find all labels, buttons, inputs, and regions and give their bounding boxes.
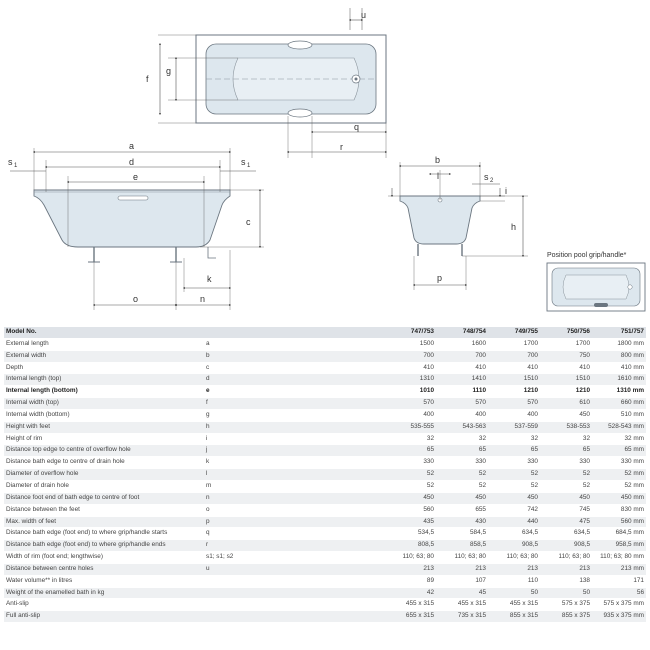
row-value: 735 x 315 [457,612,486,620]
table-row [4,480,646,492]
row-value: 655 [475,505,486,513]
row-label: Weight of the enamelled bath in kg [6,588,105,596]
row-symbol: l [206,470,208,478]
row-value: 110; 63; 80 mm [600,553,644,561]
row-value: 410 [475,363,486,371]
row-value: 410 [527,363,538,371]
row-value: 684,5 mm [615,529,644,537]
dim-label-s1-left: s [8,157,13,167]
row-value: 52 [426,481,434,489]
row-label: Depth [6,363,24,371]
table-row [4,540,646,552]
row-label: Max. width of feet [6,517,57,525]
dim-label-i: i [505,186,507,196]
row-value: 655 x 315 [405,612,434,620]
row-symbol [204,599,384,611]
end-view [388,155,528,290]
table-row [4,433,646,445]
row-value: 560 [423,505,434,513]
row-value: 534,5 [418,529,434,537]
row-value: 110; 63; 80 [558,553,590,561]
row-value: 800 mm [620,351,644,359]
row-value: 32 [478,434,486,442]
row-value: 138 [579,576,590,584]
row-value: 430 [475,517,486,525]
row-symbol: b [206,351,210,359]
row-label: Anti-slip [6,600,29,608]
row-value: 535-555 [410,422,434,430]
row-value: 65 mm [624,446,644,454]
row-value: 65 [530,446,538,454]
row-symbol: e [206,387,210,395]
dim-label-h: h [511,222,517,232]
grip-position-caption: Position pool grip/handle* [547,252,627,259]
table-row [4,421,646,433]
row-label: Internal length (bottom) [6,387,78,395]
row-value: 50 [530,588,538,596]
row-value: 440 [527,517,538,525]
row-value: 400 [527,410,538,418]
dim-label-g: g [166,66,172,76]
row-value: 538-553 [566,422,590,430]
row-label: Height of rim [6,434,43,442]
row-value: 858,5 [470,541,486,549]
dim-label-e: e [133,172,139,182]
row-value: 570 [475,399,486,407]
row-value: 700 [475,351,486,359]
row-value: 213 mm [620,564,644,572]
row-value: 634,5 [574,529,590,537]
row-label: Internal width (top) [6,399,59,407]
row-value: 537-559 [514,422,538,430]
row-value: 1800 mm [617,339,644,347]
row-symbol: r [206,541,209,549]
row-value: 1010 [419,387,434,395]
header-model-no: Model No. [6,328,37,335]
row-label: External length [6,339,49,347]
table-row [4,575,646,587]
row-label: Diameter of overflow hole [6,470,79,478]
dim-label-p: p [437,273,443,283]
row-value: 510 mm [620,410,644,418]
row-value: 330 [475,458,486,466]
table-row [4,469,646,481]
row-value: 52 mm [624,481,644,489]
row-symbol: o [206,505,210,513]
top-view-grip-bottom [288,109,312,117]
row-value: 543-563 [462,422,486,430]
row-value: 908,5 [574,541,590,549]
row-value: 410 [579,363,590,371]
row-value: 450 [527,493,538,501]
row-value: 610 [579,399,590,407]
header-model-3: 749/755 [514,328,538,335]
table-row [4,492,646,504]
row-symbol: k [206,458,210,466]
row-value: 830 mm [620,505,644,513]
table-header-row [4,327,646,338]
row-symbol: m [206,481,212,489]
row-symbol: j [206,446,208,454]
row-value: 700 [527,351,538,359]
row-value: 455 x 315 [405,600,434,608]
row-symbol: h [206,422,210,430]
row-value: 935 x 375 mm [603,612,644,620]
row-label: Full anti-slip [6,612,41,620]
row-value: 110; 63; 80 [454,553,486,561]
row-label: Width of rim (foot end; lengthwise) [6,553,103,561]
row-label: Distance between the feet [6,505,80,513]
row-value: 575 x 375 mm [603,600,644,608]
row-value: 52 [582,470,590,478]
row-value: 700 [423,351,434,359]
row-value: 52 [426,470,434,478]
dim-label-s2-sub: 2 [490,178,494,184]
row-symbol: u [206,564,210,572]
row-value: 32 mm [624,434,644,442]
row-value: 171 [633,576,644,584]
row-value: 32 [530,434,538,442]
row-label: Distance foot end of bath edge to centre of foot [6,493,140,501]
table-row [4,445,646,457]
row-label: Diameter of drain hole [6,481,69,489]
row-symbol [204,575,384,587]
row-symbol [204,611,384,623]
row-value: 1210 [523,387,538,395]
dim-label-k: k [207,274,212,284]
row-value: 750 [579,351,590,359]
row-value: 330 [423,458,434,466]
row-label: Internal width (bottom) [6,410,70,418]
row-value: 745 [579,505,590,513]
row-value: 45 [478,588,486,596]
row-value: 1510 [575,375,590,383]
table-row [4,599,646,611]
row-symbol: i [206,434,208,442]
end-view-body [400,196,480,244]
row-value: 32 [426,434,434,442]
row-value: 52 [478,470,486,478]
row-symbol: a [206,339,210,347]
table-row [4,611,646,623]
row-value: 52 mm [624,470,644,478]
header-model-4: 750/756 [566,328,590,335]
row-value: 1700 [523,339,538,347]
dim-label-b: b [435,155,441,165]
row-value: 1110 [472,387,486,395]
row-value: 575 x 375 [561,600,590,608]
table-row [4,386,646,398]
row-value: 958,5 mm [615,541,644,549]
table-row [4,552,646,564]
grip-position-inset [547,252,645,311]
row-value: 450 [579,410,590,418]
row-value: 410 [423,363,434,371]
row-value: 400 [423,410,434,418]
side-view-grip [118,196,148,200]
row-value: 435 [423,517,434,525]
row-label: Internal length (top) [6,375,62,383]
header-model-1: 747/753 [410,328,434,335]
row-value: 107 [475,576,486,584]
header-model-5: 751/757 [620,328,644,335]
row-value: 450 [579,493,590,501]
row-value: 455 x 315 [509,600,538,608]
dim-label-s2: s [484,172,489,182]
row-value: 1700 [575,339,590,347]
row-value: 213 [579,564,590,572]
row-label: External width [6,351,47,359]
table-row [4,457,646,469]
table-row [4,374,646,386]
dim-label-s1-left-sub: 1 [14,163,18,169]
row-value: 52 [582,481,590,489]
row-value: 330 [527,458,538,466]
row-value: 110 [527,576,538,584]
dim-label-s1-right: s [241,157,246,167]
row-value: 570 [423,399,434,407]
table-row [4,362,646,374]
row-value: 52 [530,470,538,478]
row-value: 50 [582,588,590,596]
row-symbol: g [206,410,210,418]
row-value: 660 mm [620,399,644,407]
table-row [4,528,646,540]
row-value: 450 [423,493,434,501]
table-row [4,516,646,528]
table-row [4,398,646,410]
dim-label-a: a [129,141,135,151]
table-row [4,350,646,362]
header-symbol [204,327,384,338]
row-value: 1310 mm [616,387,644,395]
dim-label-n: n [200,294,206,304]
specifications-table [4,327,646,623]
row-value: 410 mm [620,363,644,371]
row-value: 42 [426,588,434,596]
row-value: 808,5 [418,541,434,549]
row-value: 213 [423,564,434,572]
top-view [146,8,386,158]
row-value: 330 [579,458,590,466]
row-value: 528-543 mm [608,422,644,430]
row-value: 1610 mm [617,375,644,383]
row-symbol: n [206,493,210,501]
top-view-grip-top [288,41,312,49]
row-value: 908,5 [522,541,538,549]
dim-label-f: f [146,74,149,84]
dim-label-u: u [361,10,367,20]
dim-label-l: l [437,171,439,181]
row-value: 213 [475,564,486,572]
row-value: 855 x 375 [561,612,590,620]
row-value: 475 [579,517,590,525]
grip-position-marker [594,303,608,307]
row-value: 634,5 [522,529,538,537]
row-value: 330 mm [620,458,644,466]
row-symbol: s1; s1; s2 [206,553,234,561]
table-row [4,409,646,421]
table-row [4,338,646,350]
row-value: 584,5 [470,529,486,537]
row-symbol: q [206,529,210,537]
row-value: 742 [527,505,538,513]
row-value: 855 x 315 [509,612,538,620]
row-value: 65 [582,446,590,454]
row-label: Distance bath edge (foot end) to where grip/handle starts [6,529,168,537]
row-value: 32 [582,434,590,442]
header-model-2: 748/754 [462,328,486,335]
row-symbol: d [206,375,210,383]
row-value: 65 [426,446,434,454]
dim-label-o: o [133,294,139,304]
row-value: 52 [478,481,486,489]
row-label: Distance bath edge (foot end) to where grip/handle ends [6,541,166,549]
table-row [4,563,646,575]
dim-label-r: r [340,142,343,152]
table-row [4,504,646,516]
row-value: 65 [478,446,486,454]
row-symbol: c [206,363,210,371]
side-view [8,141,264,310]
row-value: 570 [527,399,538,407]
row-symbol: p [206,517,210,525]
row-value: 1500 [419,339,434,347]
row-label: Water volume** in litres [6,576,73,584]
dim-label-c: c [246,217,251,227]
row-value: 52 [530,481,538,489]
row-value: 1410 [471,375,486,383]
table-row [4,587,646,599]
row-value: 213 [527,564,538,572]
dim-label-s1-right-sub: 1 [247,163,251,169]
row-value: 1510 [523,375,538,383]
row-value: 455 x 315 [457,600,486,608]
row-value: 560 mm [620,517,644,525]
row-label: Distance bath edge to centre of drain hole [6,458,125,466]
row-value: 110; 63; 80 [402,553,434,561]
dim-label-q: q [354,122,360,132]
row-value: 400 [475,410,486,418]
dim-label-d: d [129,157,135,167]
row-symbol [204,587,384,599]
row-label: Height with feet [6,422,51,430]
row-value: 450 mm [620,493,644,501]
row-value: 89 [426,576,434,584]
row-value: 110; 63; 80 [506,553,538,561]
row-value: 56 [636,588,644,596]
row-label: Distance top edge to centre of overflow hole [6,446,131,454]
row-symbol: f [206,399,208,407]
row-value: 1210 [575,387,590,395]
row-label: Distance between centre holes [6,564,94,572]
row-value: 450 [475,493,486,501]
row-value: 1600 [471,339,486,347]
row-value: 1310 [419,375,434,383]
